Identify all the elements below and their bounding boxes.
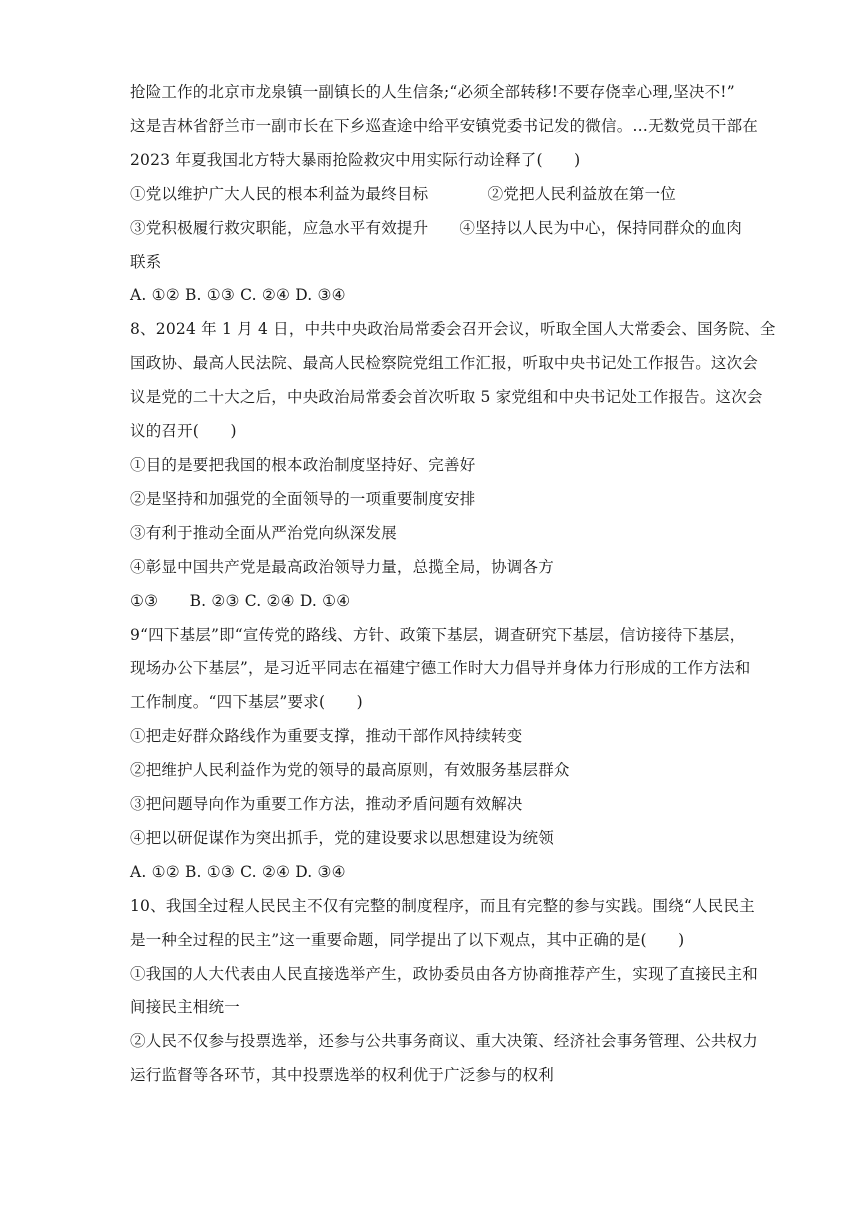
q8-option-2: ②是坚持和加强党的全面领导的一项重要制度安排 — [130, 489, 476, 508]
document-page — [130, 76, 776, 1093]
question-8 — [130, 313, 776, 618]
q8-answer-choices: ①③ B. ②③ C. ②④ D. ①④ — [130, 591, 351, 610]
q7-options-row-1 — [130, 178, 742, 212]
q8-line-3: 议是党的二十大之后，中央政治局常委会首次听取 5 家党组和中央书记处工作报告。这次会 — [130, 388, 763, 407]
q8-line-1: 8、2024 年 1 月 4 日，中共中央政治局常委会召开会议，听取全国人大常委会、国务院、全 — [130, 320, 776, 339]
q10-option-1: ①我国的人大代表由人民直接选举产生，政协委员由各方协商推荐产生，实现了直接民主和 — [130, 964, 759, 983]
q8-option-1: ①目的是要把我国的根本政治制度坚持好、完善好 — [130, 455, 476, 474]
q7-stem-line-2: 这是吉林省舒兰市一副市长在下乡巡查途中给平安镇党委书记发的微信。…无数党员干部在 — [130, 116, 759, 135]
q8-line-2: 国政协、最高人民法院、最高人民检察院党组工作汇报，听取中央书记处工作报告。这次会 — [130, 354, 759, 373]
question-7 — [130, 76, 759, 313]
q9-line-2: 现场办公下基层”，是习近平同志在福建宁德工作时大力倡导并身体力行形成的工作方法和 — [130, 659, 751, 678]
q10-option-2: ②人民不仅参与投票选举，还参与公共事务商议、重大决策、经济社会事务管理、公共权力 — [130, 1032, 759, 1051]
q7-stem-line-1: 抢险工作的北京市龙泉镇一副镇长的人生信条;“必须全部转移!不要存侥幸心理,坚决不!” — [130, 83, 735, 101]
q7-option-1: ①党以维护广大人民的根本利益为最终目标 — [130, 184, 429, 203]
q9-option-3: ③把问题导向作为重要工作方法，推动矛盾问题有效解决 — [130, 795, 523, 814]
q9-line-3: 工作制度。“四下基层”要求( ) — [130, 693, 363, 712]
question-9 — [130, 619, 751, 890]
q7-options-row-2 — [130, 212, 742, 246]
q7-stem-line-3: 2023 年夏我国北方特大暴雨抢险救灾中用实际行动诠释了( ) — [130, 150, 581, 169]
q10-line-2: 是一种全过程的民主”这一重要命题，同学提出了以下观点，其中正确的是( ) — [130, 930, 685, 949]
q10-option-2-continued: 运行监督等各环节，其中投票选举的权利优于广泛参与的权利 — [130, 1066, 554, 1085]
q8-option-4: ④彰显中国共产党是最高政治领导力量，总揽全局，协调各方 — [130, 557, 554, 576]
q9-option-2: ②把维护人民利益作为党的领导的最高原则，有效服务基层群众 — [130, 761, 570, 780]
q7-answer-choices: A. ①② B. ①③ C. ②④ D. ③④ — [130, 286, 346, 305]
q9-line-1: 9“四下基层”即“宣传党的路线、方针、政策下基层，调查研究下基层，信访接待下基层， — [130, 625, 746, 644]
q7-option-4: ④坚持以人民为中心，保持同群众的血肉 — [459, 218, 742, 237]
q7-option-3: ③党积极履行救灾职能，应急水平有效提升 — [130, 218, 429, 237]
q9-option-1: ①把走好群众路线作为重要支撑，推动干部作风持续转变 — [130, 727, 523, 746]
q7-option-2: ②党把人民利益放在第一位 — [487, 184, 676, 203]
q10-option-1-continued: 间接民主相统一 — [130, 998, 240, 1017]
question-10 — [130, 890, 759, 1093]
q7-option-4-continued: 联系 — [130, 252, 162, 271]
q9-option-4: ④把以研促谋作为突出抓手，党的建设要求以思想建设为统领 — [130, 828, 554, 847]
q9-answer-choices: A. ①② B. ①③ C. ②④ D. ③④ — [130, 862, 346, 881]
q8-line-4: 议的召开( ) — [130, 422, 237, 441]
q10-line-1: 10、我国全过程人民民主不仅有完整的制度程序，而且有完整的参与实践。围绕“人民民主 — [130, 896, 755, 915]
q8-option-3: ③有利于推动全面从严治党向纵深发展 — [130, 523, 397, 542]
